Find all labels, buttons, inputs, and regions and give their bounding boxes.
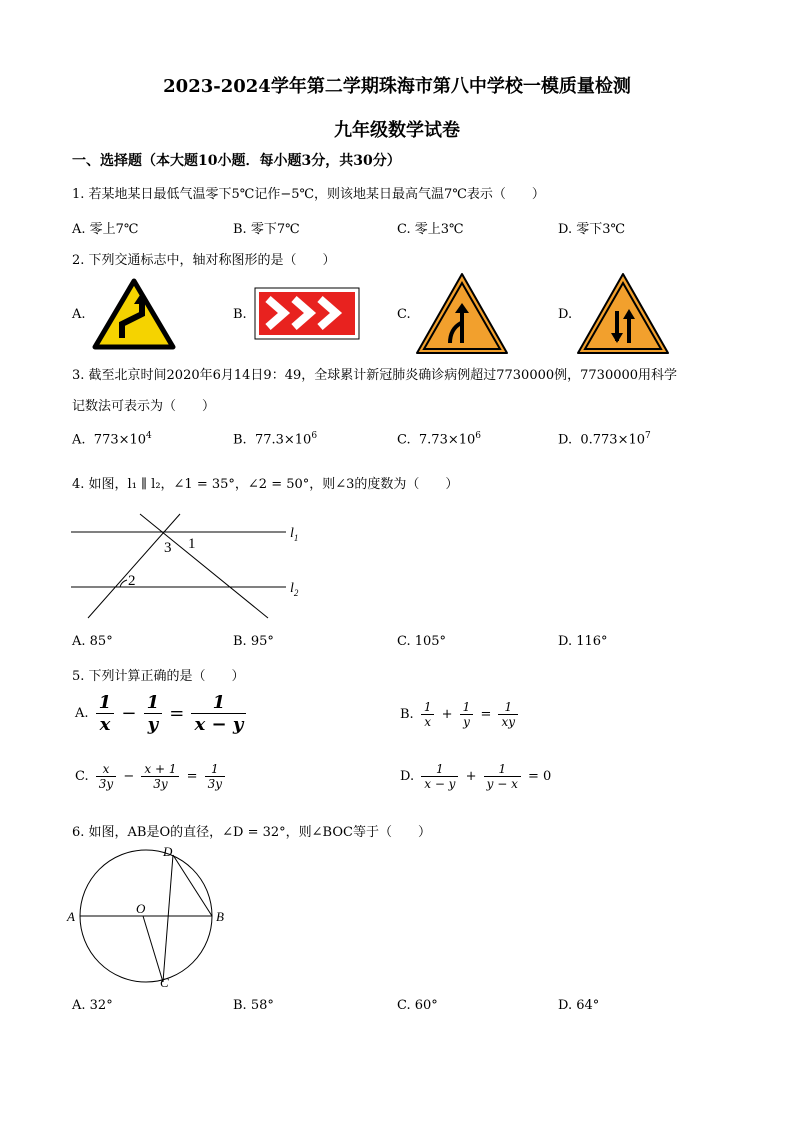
q6-option-b: B. 58° [233, 998, 274, 1013]
q3-option-a: A. $773\times 10^4$ [72, 431, 152, 448]
question-3-text-line1: 3. 截至北京时间2020年6月14日9：49，全球累计新冠肺炎确诊病例超过7730000例，7730000用科学 [72, 368, 678, 383]
q3-option-c: C. $7.73\times 10^6$ [397, 431, 482, 448]
q2-label-c: C. [397, 307, 411, 322]
q1-option-a: A. 零上7℃ [72, 222, 139, 237]
q6-circle-figure [66, 843, 226, 991]
q5-option-c: C. $\frac{x}{3y}$ − $\frac{x + 1}{3y}$ = $\frac{1}{3y}$ [72, 762, 225, 791]
exam-title: 2023-2024学年第二学期珠海市第八中学校一模质量检测 [163, 76, 631, 97]
q4-option-d: D. 116° [558, 634, 608, 649]
question-5-text: 5. 下列计算正确的是（ ） [72, 669, 245, 684]
q4-parallel-lines-figure [68, 510, 318, 622]
q4-option-c: C. 105° [397, 634, 447, 649]
q3-option-b: B. $77.3\times 10^6$ [233, 431, 318, 448]
question-4-text: 4. 如图，l₁ ∥ l₂，∠1 = 35°，∠2 = 50°，则∠3的度数为（ ） [72, 477, 459, 492]
q6-point-b-label: B [216, 909, 224, 924]
sign-merge-lane-icon [414, 271, 510, 356]
q6-option-c: C. 60° [397, 998, 438, 1013]
q6-option-d: D. 64° [558, 998, 600, 1013]
q3-option-d: D. $0.773\times 10^7$ [558, 431, 651, 448]
question-1-text: 1. 若某地某日最低气温零下5℃记作−5℃，则该地某日最高气温7℃表示（ ） [72, 187, 545, 202]
q4-angle-3-label: 3 [164, 540, 172, 556]
q2-label-d: D. [558, 307, 573, 322]
sign-two-way-traffic-icon [575, 271, 671, 356]
q4-angle-1-label: 1 [188, 536, 196, 552]
q4-line-l1-label: $l_1$ [290, 526, 299, 543]
question-6-text: 6. 如图，AB是O的直径，∠D = 32°，则∠BOC等于（ ） [72, 825, 431, 840]
q4-angle-2-label: 2 [128, 573, 136, 589]
q6-point-a-label: A [67, 909, 75, 924]
q4-line-l2-label: $l_2$ [290, 581, 299, 598]
q4-option-b: B. 95° [233, 634, 274, 649]
q4-option-a: A. 85° [72, 634, 113, 649]
exam-subtitle: 九年级数学试卷 [334, 120, 460, 141]
q5-option-a: A. $\frac{1}{x}$ − $\frac{1}{y}$ = $\frac{1}{x - y}$ [72, 692, 246, 735]
sign-chevron-curve-icon [254, 287, 360, 340]
q6-point-c-label: C [160, 975, 169, 990]
q5-option-d: D. $\frac{1}{x - y}$ + $\frac{1}{y - x}$ = 0 [400, 762, 552, 791]
q1-option-c: C. 零上3℃ [397, 222, 464, 237]
q6-center-o-label: O [136, 901, 146, 916]
q1-option-b: B. 零下7℃ [233, 222, 300, 237]
question-2-text: 2. 下列交通标志中，轴对称图形的是（ ） [72, 253, 336, 268]
q6-point-d-label: D [163, 844, 173, 859]
sign-winding-road-icon [92, 278, 176, 350]
q5-option-b: B. $\frac{1}{x}$ + $\frac{1}{y}$ = $\frac{1}{xy}$ [397, 700, 518, 729]
section-heading: 一、选择题（本大题10小题．每小题3分，共30分） [72, 153, 401, 169]
q6-option-a: A. 32° [72, 998, 113, 1013]
q2-label-b: B. [233, 307, 247, 322]
q1-option-d: D. 零下3℃ [558, 222, 626, 237]
q2-label-a: A. [72, 307, 86, 322]
question-3-text-line2: 记数法可表示为（ ） [72, 399, 216, 414]
